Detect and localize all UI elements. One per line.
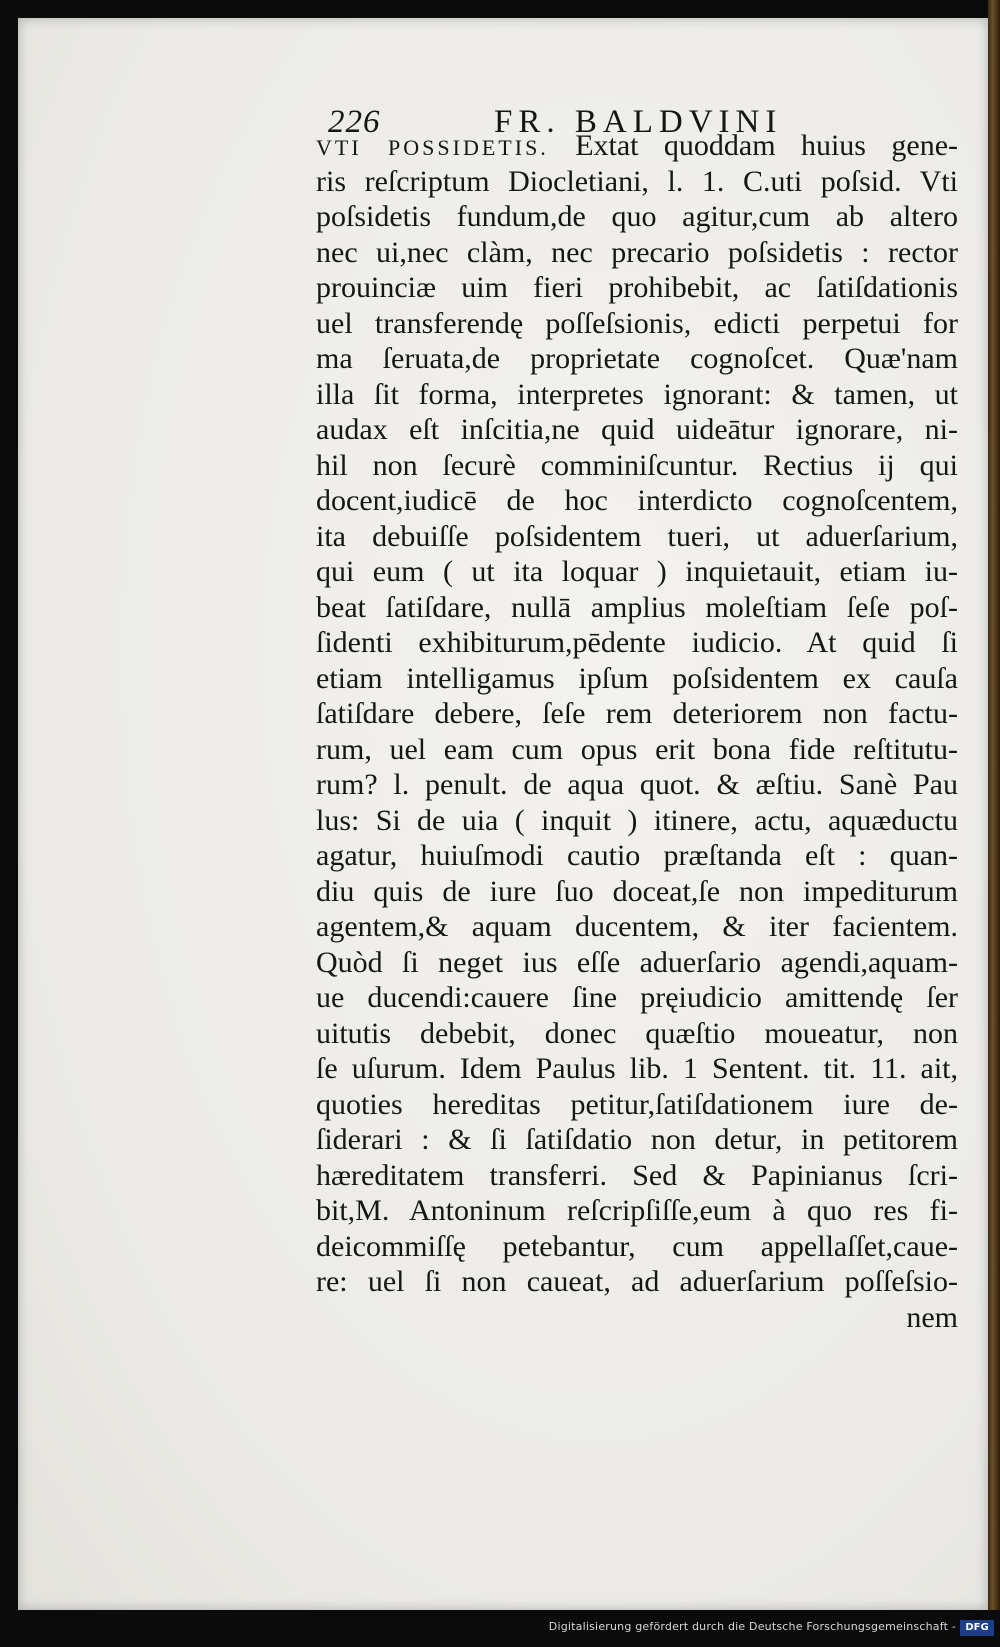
text-line-content: bit,M. Antoninum reſcripſiſſe,eum à quo res fi- [316, 1194, 958, 1227]
text-line [316, 945, 958, 981]
text-line [316, 732, 958, 768]
text-line [316, 483, 958, 519]
text-line-content: lus: Si de uia ( inquit ) itinere, actu, aquæductu [316, 803, 958, 837]
text-line [316, 1087, 958, 1123]
page-number: 226 [328, 104, 381, 140]
text-line-content: re: uel ſi non caueat, ad aduerſarium poſſeſsio- [316, 1265, 958, 1298]
text-line [316, 164, 958, 200]
text-line [316, 128, 958, 164]
text-line [316, 767, 958, 803]
text-line-content: ris reſcriptum Diocletiani, l. 1. C.uti poſsid. Vti [316, 164, 958, 198]
text-line [316, 1122, 958, 1158]
text-line [316, 909, 958, 945]
text-line [316, 590, 958, 626]
text-line [316, 1051, 958, 1087]
text-line [316, 448, 958, 484]
text-line-content: ita debuiſſe poſsidentem tueri, ut aduerſarium, [316, 519, 958, 553]
text-line-content: deicommiſſę petebantur, cum appellaſſet,caue- [316, 1229, 958, 1263]
text-line-content: hil non ſecurè comminiſcuntur. Rectius ij qui [316, 448, 958, 482]
text-line-content: ſiderari : & ſi ſatiſdatio non detur, in petitorem [316, 1123, 958, 1156]
text-line [316, 1193, 958, 1229]
text-line-content: Extat quoddam huius gene- [575, 129, 958, 162]
footer-bar [0, 1610, 1000, 1647]
text-line [316, 661, 958, 697]
text-line [316, 874, 958, 910]
text-line-content: audax eſt inſcitia,ne quid uideātur ignorare, ni- [316, 413, 958, 446]
footer-credit: Digitalisierung gefördert durch die Deutsche Forschungsgemeinschaft - [548, 1620, 956, 1633]
text-line [316, 377, 958, 413]
text-line-content: prouinciæ uim fieri prohibebit, ac ſatiſdationis [316, 271, 958, 304]
text-line-content: ma ſeruata,de proprietate cognoſcet. Quæ'nam [316, 342, 958, 375]
text-line-content: ſatiſdare debere, ſeſe rem deteriorem non factu- [316, 697, 958, 730]
text-line [316, 199, 958, 235]
text-line-content: poſsidetis fundum,de quo agitur,cum ab altero [316, 200, 958, 233]
text-line-content: illa ſit forma, interpretes ignorant: & tamen, ut [316, 377, 958, 411]
text-line [316, 1264, 958, 1300]
text-line-content: rum? l. penult. de aqua quot. & æſtiu. Sanè Pau [316, 768, 958, 801]
text-line [316, 1300, 958, 1336]
section-lead: VTI POSSIDETIS. [316, 135, 576, 160]
text-line [316, 625, 958, 661]
text-line [316, 980, 958, 1016]
text-line-content: quoties hereditas petitur,ſatiſdationem iure de- [316, 1087, 958, 1121]
text-line-content: ſidenti exhibiturum,pēdente iudicio. At quid ſi [316, 626, 958, 659]
text-line-content: etiam intelligamus ipſum poſsidentem ex cauſa [316, 661, 958, 695]
text-line [316, 696, 958, 732]
text-line-content: beat ſatiſdare, nullā amplius moleſtiam ſeſe poſ- [316, 590, 958, 624]
text-line [316, 341, 958, 377]
text-line [316, 306, 958, 342]
text-line [316, 838, 958, 874]
text-line-content: nec ui,nec clàm, nec precario poſsidetis : rector [316, 235, 958, 269]
text-line-content: qui eum ( ut ita loquar ) inquietauit, etiam iu- [316, 555, 958, 588]
text-line-content: Quòd ſi neget ius eſſe aduerſario agendi,aquam- [316, 945, 958, 979]
text-line [316, 519, 958, 555]
text-line [316, 554, 958, 590]
body-text [316, 128, 958, 1335]
text-line [316, 235, 958, 271]
text-line [316, 803, 958, 839]
running-head: FR. BALDVINI [494, 104, 783, 140]
text-line [316, 1016, 958, 1052]
text-line-content: agatur, huiuſmodi cautio præſtanda eſt : quan- [316, 839, 958, 872]
text-line [316, 1158, 958, 1194]
page-edge [988, 0, 1000, 1610]
dfg-logo: DFG [960, 1620, 994, 1636]
text-line-content: hæreditatem transferri. Sed & Papinianus ſcri- [316, 1158, 958, 1192]
text-line [316, 270, 958, 306]
text-line-content: agentem,& aquam ducentem, & iter facientem. [316, 910, 958, 943]
text-line-content: nem [906, 1300, 958, 1334]
text-line-content: rum, uel eam cum opus erit bona fide reſtitutu- [316, 732, 958, 766]
text-line [316, 1229, 958, 1265]
text-line-content: ſe uſurum. Idem Paulus lib. 1 Sentent. tit. 11. ait, [316, 1052, 958, 1085]
text-line-content: ue ducendi:cauere ſine pręiudicio amittendę ſer [316, 981, 958, 1014]
text-line-content: uitutis debebit, donec quæſtio moueatur, non [316, 1016, 958, 1050]
text-line-content: diu quis de iure ſuo doceat,ſe non impediturum [316, 874, 958, 908]
text-line-content: docent,iudicē de hoc interdicto cognoſcentem, [316, 484, 958, 517]
text-line [316, 412, 958, 448]
text-line-content: uel transferendę poſſeſsionis, edicti perpetui for [316, 306, 958, 340]
